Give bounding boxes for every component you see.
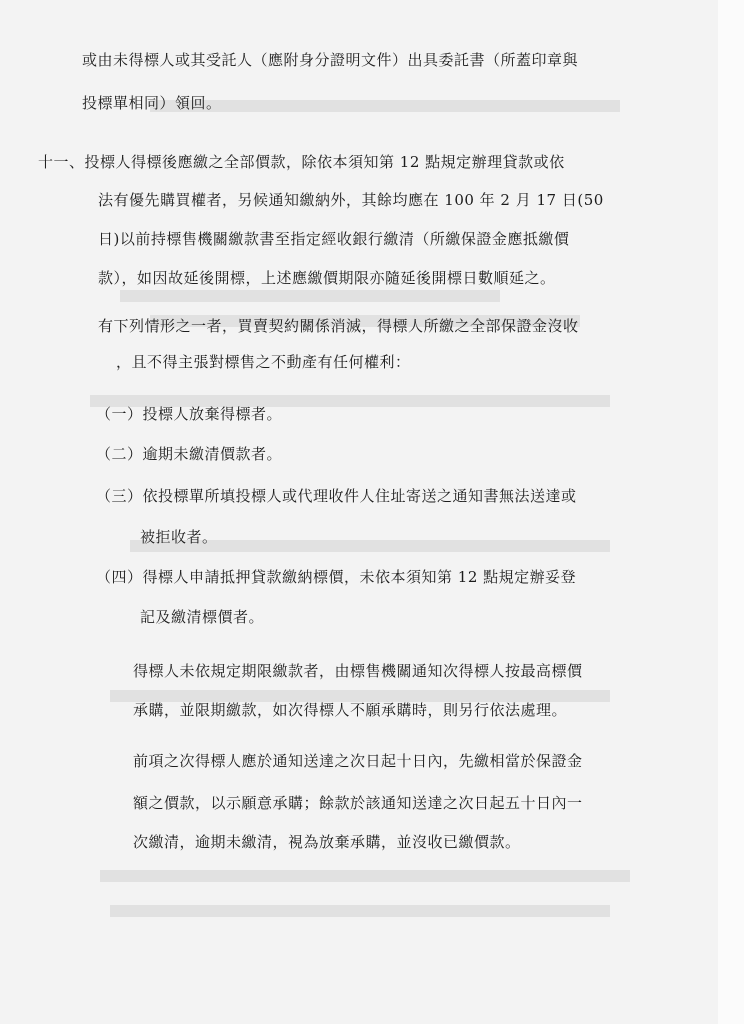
show-through-mark <box>100 870 630 882</box>
text-line: 法有優先購買權者，另候通知繳納外，其餘均應在 100 年 2 月 17 日(50 <box>98 191 604 209</box>
section-heading-line: 十一、投標人得標後應繳之全部價款，除依本須知第 12 點規定辦理貸款或依 <box>38 153 565 171</box>
page-edge <box>718 0 744 1024</box>
text-line: 有下列情形之一者，買賣契約關係消滅，得標人所繳之全部保證金沒收 <box>98 317 579 335</box>
text-line: 投標單相同）領回。 <box>82 94 222 112</box>
text-line: 款），如因故延後開標，上述應繳價期限亦隨延後開標日數順延之。 <box>98 269 556 287</box>
list-item-continuation: 被拒收者。 <box>140 528 218 546</box>
show-through-mark <box>110 905 610 917</box>
list-item: （二）逾期未繳清價款者。 <box>96 445 283 463</box>
text-line: ，且不得主張對標售之不動產有任何權利： <box>116 353 411 371</box>
text-line: 得標人未依規定期限繳款者，由標售機關通知次得標人按最高標價 <box>133 662 583 680</box>
list-item-continuation: 記及繳清標價者。 <box>140 608 265 626</box>
text-line: 或由未得標人或其受託人（應附身分證明文件）出具委託書（所蓋印章與 <box>82 51 579 69</box>
text-line: 前項之次得標人應於通知送達之次日起十日內，先繳相當於保證金 <box>133 752 583 770</box>
show-through-mark <box>120 290 500 302</box>
list-item: （三）依投標單所填投標人或代理收件人住址寄送之通知書無法送達或 <box>96 487 577 505</box>
text-line: 承購，並限期繳款，如次得標人不願承購時，則另行依法處理。 <box>133 701 568 719</box>
list-item: （一）投標人放棄得標者。 <box>96 405 283 423</box>
text-line: 額之價款，以示願意承購；餘款於該通知送達之次日起五十日內一 <box>133 794 583 812</box>
list-item: （四）得標人申請抵押貸款繳納標價，未依本須知第 12 點規定辦妥登 <box>96 568 577 586</box>
text-line: 次繳清，逾期未繳清，視為放棄承購，並沒收已繳價款。 <box>133 833 521 851</box>
text-line: 日)以前持標售機關繳款書至指定經收銀行繳清（所繳保證金應抵繳價 <box>98 230 570 248</box>
